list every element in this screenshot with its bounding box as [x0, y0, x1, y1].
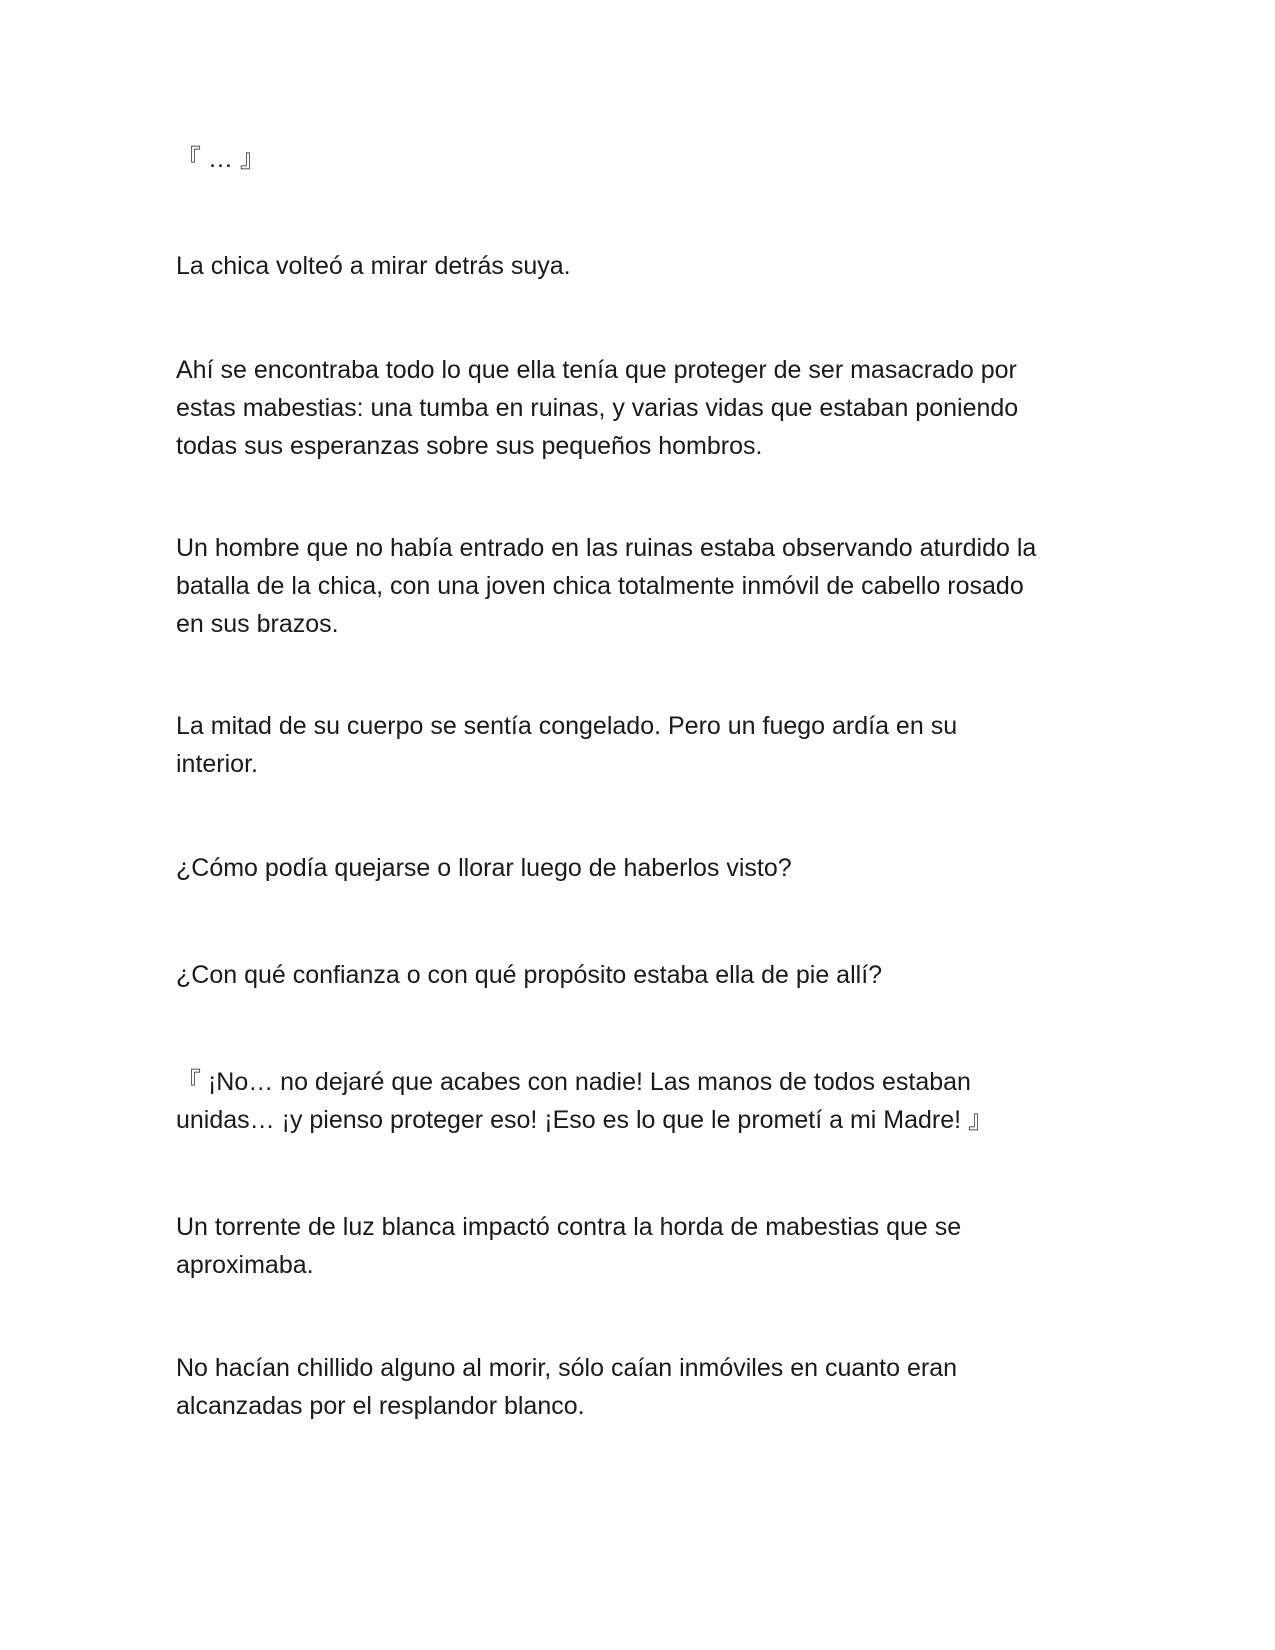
text-line: ¿Con qué confianza o con qué propósito estaba ella de pie allí?: [176, 961, 883, 989]
paragraph-4: [176, 529, 1116, 643]
paragraph-5: [176, 707, 1116, 783]
text-line: aproximaba.: [176, 1251, 314, 1279]
paragraph-8: [176, 1063, 1116, 1139]
text-line: interior.: [176, 750, 258, 778]
text-line: ¿Cómo podía quejarse o llorar luego de haberlos visto?: [176, 854, 792, 882]
text-line: estas mabestias: una tumba en ruinas, y varias vidas que estaban poniendo: [176, 394, 1019, 422]
text-line: alcanzadas por el resplandor blanco.: [176, 1392, 585, 1420]
text-line: Un torrente de luz blanca impactó contra la horda de mabestias que se: [176, 1213, 962, 1241]
paragraph-2: [176, 247, 1116, 285]
text-line: La mitad de su cuerpo se sentía congelado. Pero un fuego ardía en su: [176, 712, 958, 740]
text-line: Un hombre que no había entrado en las ruinas estaba observando aturdido la: [176, 534, 1037, 562]
paragraph-7: [176, 956, 1116, 994]
paragraph-6: [176, 849, 1116, 887]
text-line: 『 … 』: [176, 145, 265, 173]
text-line: Ahí se encontraba todo lo que ella tenía que proteger de ser masacrado por: [176, 356, 1017, 384]
paragraph-3: [176, 351, 1116, 465]
text-line: unidas… ¡y pienso proteger eso! ¡Eso es lo que le prometí a mi Madre! 』: [176, 1106, 994, 1134]
paragraph-10: [176, 1349, 1116, 1425]
text-line: La chica volteó a mirar detrás suya.: [176, 252, 571, 280]
paragraph-1: [176, 140, 1116, 178]
text-line: todas sus esperanzas sobre sus pequeños hombros.: [176, 432, 763, 460]
text-line: en sus brazos.: [176, 610, 339, 638]
text-line: 『 ¡No… no dejaré que acabes con nadie! Las manos de todos estaban: [176, 1068, 971, 1096]
paragraph-9: [176, 1208, 1116, 1284]
text-line: batalla de la chica, con una joven chica totalmente inmóvil de cabello rosado: [176, 572, 1024, 600]
text-line: No hacían chillido alguno al morir, sólo caían inmóviles en cuanto eran: [176, 1354, 958, 1382]
